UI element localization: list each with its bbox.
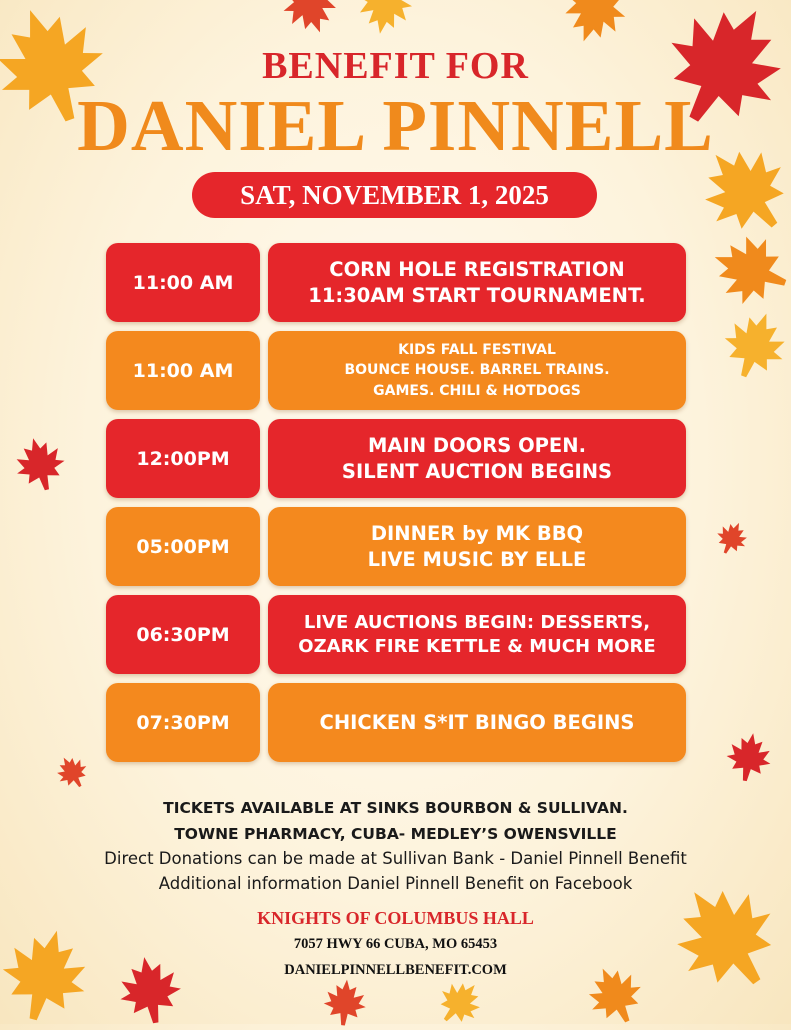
- maple-leaf-icon: [330, 0, 440, 40]
- schedule-time: 05:00PM: [106, 507, 260, 586]
- donations-line: Direct Donations can be made at Sullivan Bank - Daniel Pinnell Benefit: [104, 849, 687, 868]
- schedule-time: 11:00 AM: [106, 331, 260, 410]
- tickets-line: TICKETS AVAILABLE AT SINKS BOURBON & SULLIVAN.: [163, 799, 628, 817]
- schedule-time: 06:30PM: [106, 595, 260, 674]
- venue-address: 7057 HWY 66 CUBA, MO 65453: [293, 936, 498, 952]
- maple-leaf-icon: [52, 752, 92, 792]
- schedule-line: MAIN DOORS OPEN.: [368, 434, 586, 458]
- maple-leaf-icon: [310, 975, 380, 1030]
- schedule-line: OZARK FIRE KETTLE & MUCH MORE: [298, 635, 656, 657]
- schedule-line: GAMES. CHILI & HOTDOGS: [373, 382, 581, 399]
- schedule-time: 12:00PM: [106, 419, 260, 498]
- donations-info: [0, 846, 791, 896]
- schedule-description: [268, 331, 686, 410]
- schedule-time: 07:30PM: [106, 683, 260, 762]
- schedule-description: [268, 683, 686, 762]
- maple-leaf-icon: [712, 518, 752, 558]
- schedule-row: [106, 595, 686, 674]
- schedule-row: [106, 419, 686, 498]
- schedule-row: [106, 243, 686, 322]
- schedule-description: [268, 243, 686, 322]
- website-text: DANIELPINNELLBENEFIT.COM: [284, 962, 507, 978]
- maple-leaf-icon: [8, 432, 72, 496]
- facebook-info-line: Additional information Daniel Pinnell Benefit on Facebook: [158, 874, 633, 893]
- maple-leaf-icon: [420, 975, 500, 1030]
- maple-leaf-icon: [715, 300, 791, 390]
- schedule-description: [268, 595, 686, 674]
- schedule-description: [268, 419, 686, 498]
- schedule-line: DINNER by MK BBQ: [370, 522, 584, 546]
- maple-leaf-icon: [720, 728, 778, 786]
- honoree-name-heading: DANIEL PINNELL: [77, 85, 714, 166]
- schedule-line: BOUNCE HOUSE. BARREL TRAINS.: [344, 362, 610, 379]
- benefit-for-heading: BENEFIT FOR: [262, 45, 529, 87]
- schedule-line: CHICKEN S*IT BINGO BEGINS: [319, 710, 635, 734]
- tickets-info: [0, 795, 791, 847]
- schedule-row: [106, 331, 686, 410]
- schedule-row: [106, 507, 686, 586]
- schedule-time: 11:00 AM: [106, 243, 260, 322]
- schedule-row: [106, 683, 686, 762]
- schedule-line: KIDS FALL FESTIVAL: [398, 342, 556, 359]
- schedule-description: [268, 507, 686, 586]
- schedule-line: CORN HOLE REGISTRATION: [329, 258, 625, 282]
- schedule-line: LIVE MUSIC BY ELLE: [367, 547, 587, 571]
- event-date-badge: SAT, NOVEMBER 1, 2025: [192, 172, 597, 218]
- schedule-line: 11:30AM START TOURNAMENT.: [308, 283, 646, 307]
- schedule-line: LIVE AUCTIONS BEGIN: DESSERTS,: [303, 612, 651, 634]
- tickets-line: TOWNE PHARMACY, CUBA- MEDLEY’S OWENSVILLE: [174, 825, 617, 843]
- venue-name: KNIGHTS OF COLUMBUS HALL: [257, 908, 534, 928]
- maple-leaf-icon: [530, 0, 660, 50]
- schedule-line: SILENT AUCTION BEGINS: [341, 459, 613, 483]
